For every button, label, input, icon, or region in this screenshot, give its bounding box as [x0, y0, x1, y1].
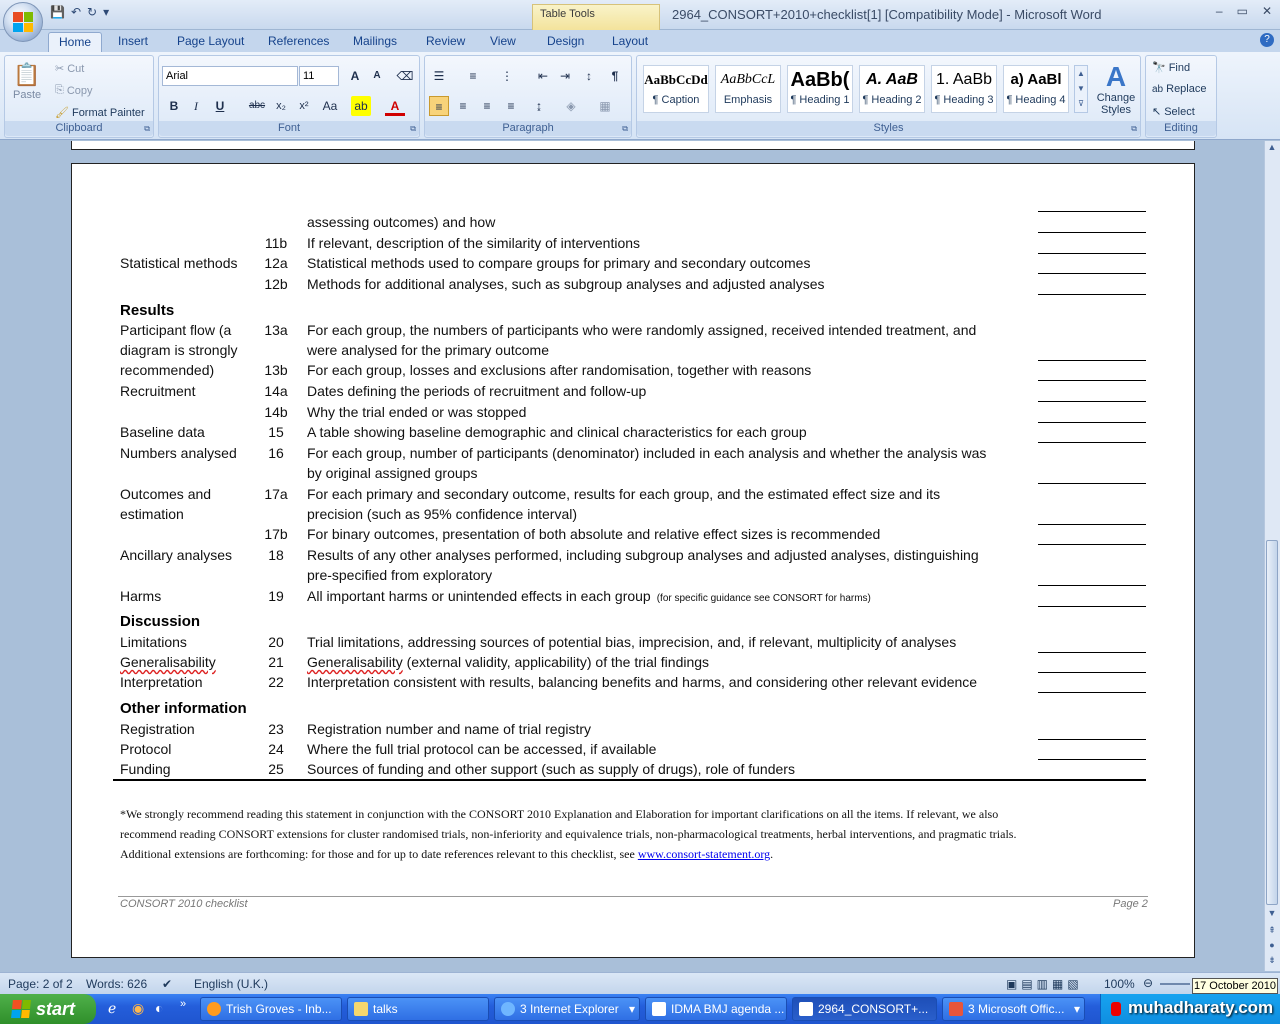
page-number-entry-line[interactable] — [1038, 401, 1146, 402]
view-buttons-icon[interactable]: ▣▤▥▦▧ — [1006, 977, 1083, 991]
previous-page-bottom — [71, 141, 1195, 150]
checklist-item-text: Generalisability (external validity, applicability) of the trial findings — [307, 654, 710, 670]
page-number-entry-line[interactable] — [1038, 652, 1146, 653]
previous-page-icon[interactable]: ⇞ — [1268, 925, 1276, 935]
checklist-topic: Participant flow (a — [120, 322, 232, 338]
proofing-icon[interactable]: ✔ — [162, 977, 173, 991]
checklist-item-number: 12b — [264, 276, 288, 292]
chevron-down-icon: ▾ — [628, 1002, 635, 1016]
page-number-entry-line[interactable] — [1038, 380, 1146, 381]
tab-view[interactable]: View — [490, 34, 516, 48]
checklist-item-number: 16 — [268, 445, 284, 461]
style-heading-2[interactable]: A. AaB ¶ Heading 2 — [859, 65, 925, 113]
copy-button[interactable]: ⎘ Copy — [55, 84, 93, 97]
checklist-item-number: 19 — [268, 588, 284, 604]
align-right-icon[interactable]: ≡ — [483, 99, 491, 113]
checklist-item-text: If relevant, description of the similarity of interventions — [307, 235, 641, 251]
change-case-button[interactable]: Aa — [322, 99, 338, 113]
underline-button[interactable]: U — [215, 99, 225, 113]
tab-layout[interactable]: Layout — [612, 34, 649, 48]
checklist-topic: Recruitment — [120, 383, 196, 399]
clipboard-group — [4, 55, 154, 138]
title-bar — [0, 0, 1280, 30]
page-number-entry-line[interactable] — [1038, 692, 1146, 693]
folder-icon — [354, 1002, 368, 1016]
style-heading-3[interactable]: 1. AaBb ¶ Heading 3 — [931, 65, 997, 113]
word-count[interactable]: Words: 626 — [86, 977, 148, 991]
table-tools-label: Table Tools — [532, 4, 660, 30]
styles-label: Styles — [637, 121, 1140, 136]
grow-font-button[interactable]: A — [350, 69, 360, 83]
checklist-item-number: 20 — [268, 634, 284, 650]
paragraph-group — [424, 55, 632, 138]
checklist-topic: Limitations — [120, 634, 187, 650]
styles-group — [636, 55, 1141, 138]
checklist-item-number: 14a — [264, 383, 288, 399]
line-spacing-icon[interactable]: ↨ — [536, 99, 542, 113]
checklist-item-text: were analysed for the primary outcome — [307, 342, 549, 358]
minimize-button[interactable]: – — [1215, 4, 1223, 18]
highlight-icon[interactable]: ab — [351, 96, 371, 116]
page-number-entry-line[interactable] — [1038, 442, 1146, 443]
styles-scroll-icon[interactable]: ▲ ▼ ⊽ — [1074, 65, 1088, 113]
watermark: muhadharaty.com — [1128, 998, 1274, 1017]
office-icon — [949, 1002, 963, 1016]
find-button[interactable]: 🔭 Find — [1152, 61, 1191, 74]
word-doc-icon — [799, 1002, 813, 1016]
checklist-item-number: 14b — [264, 404, 288, 420]
zoom-out-icon[interactable]: ⊖ — [1143, 976, 1154, 990]
checklist-item-number: 18 — [268, 547, 284, 563]
align-left-icon[interactable]: ≡ — [429, 96, 449, 116]
copy-icon: ⎘ — [55, 84, 64, 96]
section-heading: Discussion — [120, 613, 201, 630]
close-button[interactable]: ✕ — [1261, 4, 1272, 18]
paste-button[interactable]: 📋 Paste — [13, 62, 42, 101]
tab-review[interactable]: Review — [426, 34, 466, 48]
zoom-level[interactable]: 100% — [1104, 977, 1135, 991]
checklist-item-number: 24 — [268, 741, 284, 757]
footer-page-number: Page 2 — [1113, 898, 1148, 910]
checklist-topic: diagram is strongly — [120, 342, 238, 358]
checklist-item-text: Methods for additional analyses, such as subgroup analyses and adjusted analyses — [307, 276, 825, 292]
checklist-item-number: 25 — [268, 761, 284, 777]
page-number-entry-line[interactable] — [1038, 544, 1146, 545]
tab-home[interactable]: Home — [48, 32, 102, 53]
checklist-item-text: For each primary and secondary outcome, results for each group, and the estimated effect size and its — [307, 486, 941, 502]
scroll-down-icon[interactable]: ▼ — [1267, 908, 1277, 918]
checklist-item-text: For each group, number of participants (denominator) included in each analysis and whether the analysis was — [307, 445, 987, 461]
checklist-item-number: 13b — [264, 362, 288, 378]
decrease-indent-icon[interactable]: ⇤ — [537, 69, 549, 83]
superscript-button[interactable]: x² — [299, 100, 309, 112]
window-title: 2964_CONSORT+2010+checklist[1] [Compatibility Mode] - Microsoft Word — [672, 7, 1102, 22]
checklist-item-text: Registration number and name of trial registry — [307, 721, 592, 737]
replace-icon: ab — [1152, 83, 1164, 95]
checklist-topic: Statistical methods — [120, 255, 238, 271]
checklist-topic: recommended) — [120, 362, 215, 378]
redo-icon[interactable]: ↻ — [87, 5, 98, 19]
checklist-item-text: by original assigned groups — [307, 465, 478, 481]
checklist-item-number: 15 — [268, 424, 284, 440]
font-group — [158, 55, 420, 138]
sort-icon[interactable]: ↕ — [586, 69, 592, 83]
clipboard-label: Clipboard — [5, 121, 153, 136]
checklist-topic: estimation — [120, 506, 184, 522]
paintbrush-icon: 🖌 — [55, 107, 69, 119]
footnote-line-1: *We strongly recommend reading this statement in conjunction with the CONSORT 2010 Explanation and Elaboration for important clarifications on all the items. If relevant, we also — [120, 807, 999, 821]
change-styles-button[interactable]: A Change Styles — [1096, 61, 1136, 116]
scissors-icon: ✂ — [55, 63, 65, 75]
checklist-item-number: 13a — [264, 322, 288, 338]
select-button[interactable]: ↖ Select — [1152, 105, 1195, 118]
windows-flag-icon — [11, 1000, 31, 1018]
align-center-icon[interactable]: ≡ — [459, 99, 467, 113]
paragraph-dialog-launcher-icon[interactable]: ⧉ — [622, 124, 628, 133]
help-icon[interactable]: ? — [1260, 33, 1274, 47]
shading-icon[interactable]: ◈ — [566, 99, 576, 113]
page-number-entry-line[interactable] — [1038, 232, 1146, 233]
justify-icon[interactable]: ≡ — [507, 99, 515, 113]
font-name-select[interactable]: Arial — [162, 66, 298, 86]
checklist-item-text: Why the trial ended or was stopped — [307, 404, 527, 420]
firefox-quicklaunch-icon[interactable]: ◉ — [132, 1000, 145, 1016]
word-doc-icon — [652, 1002, 666, 1016]
page-number-entry-line[interactable] — [1038, 360, 1146, 361]
page-number-entry-line[interactable] — [1038, 211, 1146, 212]
task-consort-document[interactable]: 2964_CONSORT+... — [792, 997, 937, 1021]
harms-guidance-note: (for specific guidance see CONSORT for harms) — [656, 593, 871, 604]
checklist-topic: Numbers analysed — [120, 445, 237, 461]
checklist-topic: Generalisability — [120, 654, 216, 670]
checklist-item-text: For each group, the numbers of participants who were randomly assigned, received intended treatment, and — [307, 322, 977, 338]
checklist-item-text: precision (such as 95% confidence interval) — [307, 506, 578, 522]
firefox-icon — [207, 1002, 221, 1016]
page-number-entry-line[interactable] — [1038, 759, 1146, 760]
checklist-item-text: Dates defining the periods of recruitment and follow-up — [307, 383, 647, 399]
paste-icon: 📋 — [13, 62, 41, 87]
ribbon — [0, 52, 1280, 140]
checklist-item-text: pre-specified from exploratory — [307, 567, 493, 583]
checklist-item-number: 17a — [264, 486, 288, 502]
office-button[interactable] — [3, 2, 43, 42]
ie-quicklaunch-icon[interactable]: ℯ — [108, 1000, 117, 1016]
checklist-item-number: 21 — [268, 654, 284, 670]
paragraph-label: Paragraph — [425, 121, 631, 136]
binoculars-icon: 🔭 — [1152, 62, 1166, 74]
tab-design[interactable]: Design — [547, 34, 585, 48]
page-number-entry-line[interactable] — [1038, 253, 1146, 254]
footnote-line-3: Additional extensions are forthcoming: for those and for up to date references relevant to this checklist, see www.consort-statement.org. — [120, 847, 774, 861]
checklist-item-text: Interpretation consistent with results, balancing benefits and harms, and considering other relevant evidence — [307, 674, 978, 690]
numbering-icon[interactable]: ≡ — [469, 69, 477, 83]
checklist-item-number: 23 — [268, 721, 284, 737]
format-painter-button[interactable]: 🖌 Format Painter — [55, 106, 145, 119]
scroll-up-icon[interactable]: ▲ — [1267, 142, 1277, 152]
page-count[interactable]: Page: 2 of 2 — [8, 977, 73, 991]
section-heading: Other information — [120, 700, 247, 717]
page-number-entry-line[interactable] — [1038, 422, 1146, 423]
checklist-item-number: 17b — [264, 526, 288, 542]
clear-format-icon[interactable]: ⌫ — [396, 69, 414, 83]
checklist-item-text: Statistical methods used to compare groups for primary and secondary outcomes — [307, 255, 811, 271]
style-heading-1[interactable]: AaBb( ¶ Heading 1 — [787, 65, 853, 113]
checklist-topic: Harms — [120, 588, 162, 604]
checklist-item-text: Trial limitations, addressing sources of potential bias, imprecision, and, if relevant, multiplicity of analyses — [307, 634, 957, 650]
editing-group — [1145, 55, 1217, 138]
replace-button[interactable]: ab Replace — [1152, 83, 1207, 95]
checklist-topic: Registration — [120, 721, 195, 737]
footer-left: CONSORT 2010 checklist — [120, 898, 248, 910]
task-talks[interactable]: talks — [347, 997, 489, 1021]
save-icon[interactable]: 💾 — [50, 5, 65, 19]
zoom-slider[interactable] — [1160, 983, 1190, 985]
multilevel-list-icon[interactable]: ⋮ — [501, 69, 513, 83]
task-internet-explorer[interactable]: 3 Internet Explorer ▾ — [494, 997, 640, 1021]
show-marks-icon[interactable]: ¶ — [611, 69, 619, 83]
page-number-entry-line[interactable] — [1038, 585, 1146, 586]
shrink-font-button[interactable]: A — [373, 70, 381, 81]
page-number-entry-line[interactable] — [1038, 524, 1146, 525]
checklist-item-number: 12a — [264, 255, 288, 271]
page-number-entry-line[interactable] — [1038, 483, 1146, 484]
subscript-button[interactable]: x₂ — [276, 100, 286, 112]
style-caption[interactable]: AaBbCcDd ¶ Caption — [643, 65, 709, 113]
tab-references[interactable]: References — [268, 34, 330, 48]
quick-access-toolbar — [50, 5, 109, 19]
page-number-entry-line[interactable] — [1038, 273, 1146, 274]
checklist-item-text: For each group, losses and exclusions after randomisation, together with reasons — [307, 362, 812, 378]
editing-label: Editing — [1146, 121, 1216, 136]
change-styles-icon: A — [1105, 61, 1127, 92]
style-emphasis[interactable]: AaBbCcL Emphasis — [715, 65, 781, 113]
strikethrough-button[interactable]: abc — [248, 100, 266, 111]
restore-button[interactable]: ▭ — [1236, 4, 1248, 18]
checklist-item-number: 11b — [264, 235, 288, 251]
task-trish-groves[interactable]: Trish Groves - Inb... — [200, 997, 342, 1021]
windows-taskbar — [0, 994, 1280, 1024]
language-indicator[interactable]: English (U.K.) — [194, 977, 269, 991]
chevron-down-icon: ▾ — [1073, 1002, 1080, 1016]
section-heading: Results — [120, 302, 175, 319]
italic-button[interactable]: I — [194, 99, 198, 113]
ribbon-tabs — [0, 30, 1280, 52]
borders-icon[interactable]: ▦ — [599, 99, 611, 113]
bold-button[interactable]: B — [169, 99, 179, 113]
start-button[interactable]: start — [0, 994, 96, 1024]
office-logo-icon — [13, 12, 33, 32]
table-bottom-rule — [113, 779, 1146, 781]
page-number-entry-line[interactable] — [1038, 294, 1146, 295]
styles-dialog-launcher-icon[interactable]: ⧉ — [1131, 124, 1137, 133]
page-number-entry-line[interactable] — [1038, 606, 1146, 607]
checklist-topic: Funding — [120, 761, 171, 777]
checklist-topic: Interpretation — [120, 674, 203, 690]
checklist-item-text: Results of any other analyses performed, including subgroup analyses and adjusted analyses, distinguishing — [307, 547, 979, 563]
checklist-topic: Protocol — [120, 741, 172, 757]
style-heading-4[interactable]: a) AaBl ¶ Heading 4 — [1003, 65, 1069, 113]
scrollbar-thumb[interactable] — [1266, 540, 1278, 905]
cursor-icon: ↖ — [1152, 106, 1162, 118]
increase-indent-icon[interactable]: ⇥ — [559, 69, 571, 83]
task-idma-agenda[interactable]: IDMA BMJ agenda ... — [645, 997, 787, 1021]
footnote-line-2: recommend reading CONSORT extensions for cluster randomised trials, non-inferiority and equivalence trials, non-pharmacological treatments, herbal interventions, and pragmatic trials. — [120, 827, 1017, 841]
checklist-item-text: assessing outcomes) and how — [307, 214, 496, 230]
checklist-item-text: For binary outcomes, presentation of both absolute and relative effect sizes is recommended — [307, 526, 881, 542]
checklist-topic: Outcomes and — [120, 486, 212, 502]
font-color-icon[interactable]: A — [385, 96, 405, 116]
tab-mailings[interactable]: Mailings — [353, 34, 398, 48]
task-microsoft-office[interactable]: 3 Microsoft Offic... ▾ — [942, 997, 1085, 1021]
consort-website-link[interactable]: www.consort-statement.org — [637, 847, 771, 861]
browse-object-icon[interactable]: ● — [1269, 940, 1275, 950]
ie-icon — [501, 1002, 515, 1016]
font-dialog-launcher-icon[interactable]: ⧉ — [410, 124, 416, 133]
bullets-icon[interactable]: ☰ — [433, 69, 445, 83]
font-label: Font — [159, 121, 419, 136]
tab-insert[interactable]: Insert — [118, 34, 149, 48]
checklist-item-text: All important harms or unintended effects in each group (for specific guidance see CONSORT for harms) — [307, 588, 871, 604]
checklist-item-text: Sources of funding and other support (such as supply of drugs), role of funders — [307, 761, 795, 777]
checklist-topic: Baseline data — [120, 424, 205, 440]
checklist-topic: Ancillary analyses — [120, 547, 233, 563]
page-number-entry-line[interactable] — [1038, 672, 1146, 673]
date-tooltip: 17 October 2010 — [1192, 978, 1278, 994]
tray-app-icon[interactable] — [1111, 1002, 1121, 1016]
tab-page-layout[interactable]: Page Layout — [177, 34, 245, 48]
status-bar — [0, 972, 1280, 994]
next-page-icon[interactable]: ⇟ — [1268, 955, 1276, 965]
customize-qat-icon[interactable]: ▾ — [103, 5, 110, 19]
checklist-item-text: A table showing baseline demographic and clinical characteristics for each group — [307, 424, 807, 440]
page-number-entry-line[interactable] — [1038, 739, 1146, 740]
font-size-select[interactable]: 11 — [299, 66, 339, 86]
cut-button[interactable]: ✂ Cut — [55, 62, 85, 75]
dialog-launcher-icon[interactable]: ⧉ — [144, 124, 150, 133]
desktop-quicklaunch-icon[interactable]: ◐ — [155, 1000, 164, 1016]
undo-icon[interactable]: ↶ — [70, 5, 82, 19]
checklist-item-number: 22 — [268, 674, 284, 690]
footer-divider — [118, 896, 1148, 897]
checklist-item-text: Where the full trial protocol can be accessed, if available — [307, 741, 657, 757]
quicklaunch-more-icon[interactable]: » — [180, 998, 187, 1010]
